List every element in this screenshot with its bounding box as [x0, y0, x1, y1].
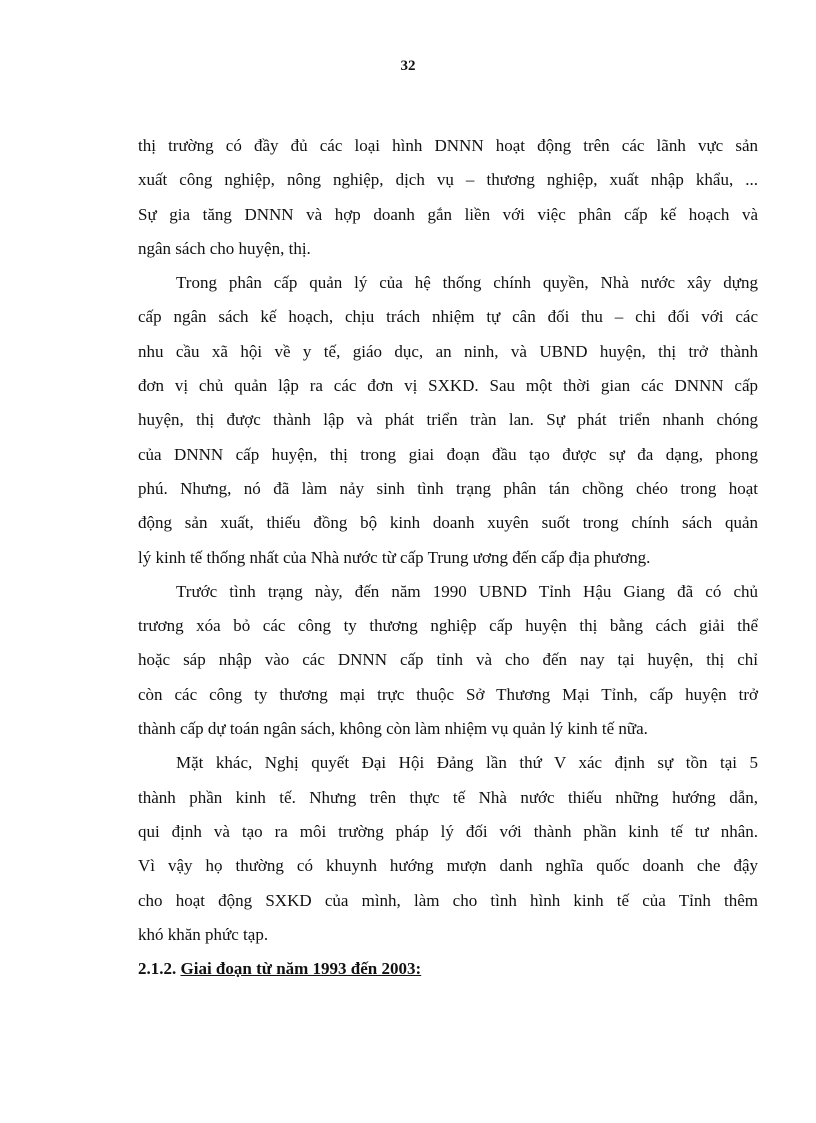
text-line: Trước tình trạng này, đến năm 1990 UBND Tỉnh Hậu Giang đã có chủ: [176, 581, 758, 601]
text-line: trương xóa bỏ các công ty thương nghiệp cấp huyện thị bằng cách giải thể: [138, 616, 758, 636]
paragraph-3: [138, 575, 758, 746]
paragraph-4: [138, 746, 758, 952]
text-line: thành phần kinh tế. Nhưng trên thực tế Nhà nước thiếu những hướng dẫn,: [138, 787, 758, 807]
text-line: của DNNN cấp huyện, thị trong giai đoạn đầu tạo được sự đa dạng, phong: [138, 444, 758, 464]
page-number: 32: [400, 58, 416, 74]
text-line: cho hoạt động SXKD của mình, làm cho tình hình kinh tế của Tỉnh thêm: [138, 890, 758, 910]
text-line: còn các công ty thương mại trực thuộc Sở Thương Mại Tỉnh, cấp huyện trở: [138, 684, 758, 704]
text-line: Vì vậy họ thường có khuynh hướng mượn danh nghĩa quốc doanh che đậy: [138, 856, 758, 876]
text-line: Sự gia tăng DNNN và hợp doanh gắn liền với việc phân cấp kế hoạch và: [138, 204, 758, 224]
text-line: hoặc sáp nhập vào các DNNN cấp tỉnh và cho đến nay tại huyện, thị chỉ: [138, 650, 758, 670]
text-line: lý kinh tế thống nhất của Nhà nước từ cấp Trung ương đến cấp địa phương.: [138, 547, 651, 567]
paragraph-1: [138, 129, 758, 266]
text-line: xuất công nghiệp, nông nghiệp, dịch vụ – thương nghiệp, xuất nhập khẩu, ...: [138, 170, 758, 190]
text-line: đơn vị chủ quản lập ra các đơn vị SXKD. Sau một thời gian các DNNN cấp: [138, 376, 758, 396]
text-line: Mặt khác, Nghị quyết Đại Hội Đảng lần thứ V xác định sự tồn tại 5: [176, 753, 758, 773]
text-line: cấp ngân sách kế hoạch, chịu trách nhiệm tự cân đối thu – chi đối với các: [138, 307, 758, 327]
section-heading: [138, 952, 758, 986]
document-body: [138, 129, 758, 986]
text-line: thị trường có đầy đủ các loại hình DNNN hoạt động trên các lãnh vực sản: [138, 136, 758, 155]
text-line: huyện, thị được thành lập và phát triển tràn lan. Sự phát triển nhanh chóng: [138, 410, 758, 430]
text-line: khó khăn phức tạp.: [138, 924, 269, 944]
paragraph-2: [138, 266, 758, 575]
text-line: thành cấp dự toán ngân sách, không còn làm nhiệm vụ quản lý kinh tế nữa.: [138, 719, 648, 739]
text-line: phú. Nhưng, nó đã làm nảy sinh tình trạng phân tán chồng chéo trong hoạt: [138, 478, 758, 498]
section-title: Giai đoạn từ năm 1993 đến 2003:: [180, 959, 422, 979]
text-line: Trong phân cấp quản lý của hệ thống chính quyền, Nhà nước xây dựng: [176, 273, 758, 293]
text-line: qui định và tạo ra môi trường pháp lý đối với thành phần kinh tế tư nhân.: [138, 821, 758, 841]
section-number: 2.1.2.: [138, 959, 177, 979]
text-line: ngân sách cho huyện, thị.: [138, 238, 311, 258]
text-line: nhu cầu xã hội về y tế, giáo dục, an ninh, và UBND huyện, thị trở thành: [138, 341, 758, 361]
text-line: động sản xuất, thiếu đồng bộ kinh doanh xuyên suốt trong chính sách quản: [138, 513, 758, 533]
